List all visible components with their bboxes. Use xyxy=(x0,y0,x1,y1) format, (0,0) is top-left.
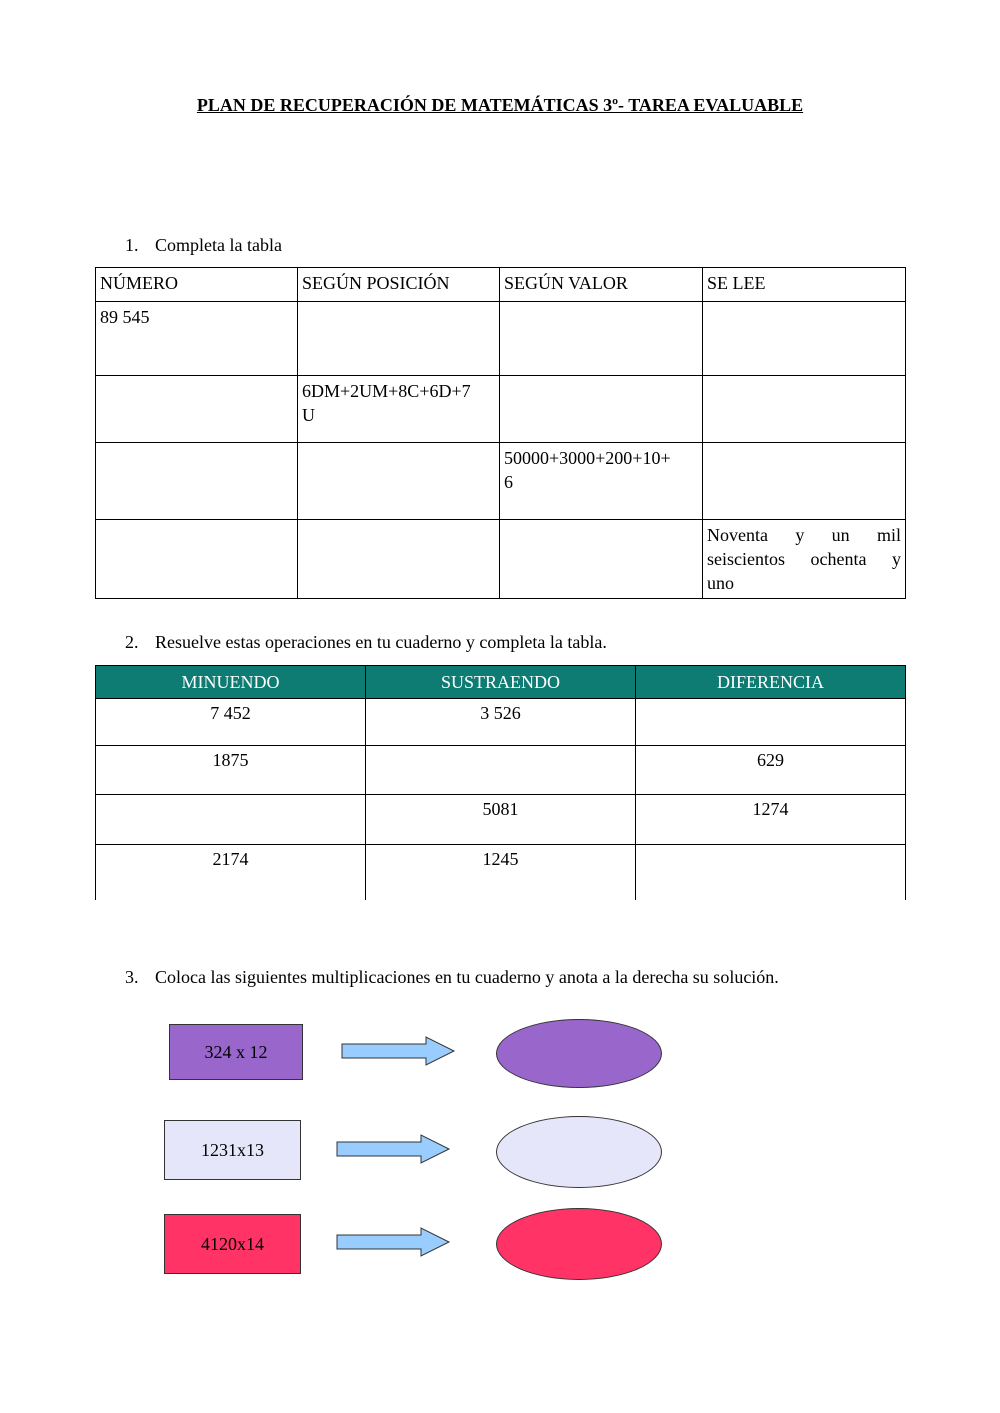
cell-diferencia[interactable] xyxy=(636,699,906,746)
cell-position xyxy=(298,376,500,443)
question-3-text: Coloca las siguientes multiplicaciones en tu cuaderno y anota a la derecha su solución. xyxy=(155,967,779,987)
multiplication-box xyxy=(164,1214,301,1274)
right-arrow-icon xyxy=(335,1227,453,1257)
multiplication-box xyxy=(164,1120,301,1180)
cell-empty[interactable] xyxy=(298,443,500,520)
table-row xyxy=(96,795,906,845)
multiplication-expression: 324 x 12 xyxy=(204,1041,268,1062)
cell-diferencia: 1274 xyxy=(636,795,906,845)
multiplication-expression: 1231x13 xyxy=(201,1139,264,1160)
right-arrow-icon xyxy=(335,1134,453,1164)
subtraction-table xyxy=(95,665,906,900)
cell-minuendo: 7 452 xyxy=(96,699,366,746)
question-1-number: 1. xyxy=(125,235,139,255)
cell-empty[interactable] xyxy=(500,376,703,443)
cell-empty[interactable] xyxy=(96,520,298,599)
cell-sustraendo[interactable] xyxy=(366,746,636,795)
question-1 xyxy=(125,235,282,256)
cell-minuendo: 1875 xyxy=(96,746,366,795)
cell-empty[interactable] xyxy=(96,443,298,520)
cell-number: 89 545 xyxy=(96,302,298,376)
table-row xyxy=(96,746,906,795)
cell-reading-line: Noventa y un mil xyxy=(707,525,901,545)
cell-empty[interactable] xyxy=(703,302,906,376)
cell-empty[interactable] xyxy=(96,376,298,443)
header-se-lee: SE LEE xyxy=(703,268,906,302)
header-segun-valor: SEGÚN VALOR xyxy=(500,268,703,302)
table-row xyxy=(96,376,906,443)
answer-oval[interactable] xyxy=(496,1208,662,1280)
cell-empty[interactable] xyxy=(500,302,703,376)
cell-minuendo[interactable] xyxy=(96,795,366,845)
cell-sustraendo: 3 526 xyxy=(366,699,636,746)
question-2-text: Resuelve estas operaciones en tu cuaderno y completa la tabla. xyxy=(155,632,607,652)
question-2 xyxy=(125,632,607,653)
header-segun-posicion: SEGÚN POSICIÓN xyxy=(298,268,500,302)
cell-value-line: 50000+3000+200+10+ xyxy=(504,448,671,468)
cell-empty[interactable] xyxy=(298,520,500,599)
right-arrow-icon xyxy=(340,1036,458,1066)
table-row xyxy=(96,845,906,900)
cell-diferencia[interactable] xyxy=(636,845,906,900)
multiplication-box xyxy=(169,1024,303,1080)
cell-sustraendo: 5081 xyxy=(366,795,636,845)
header-minuendo: MINUENDO xyxy=(96,666,366,699)
header-numero: NÚMERO xyxy=(96,268,298,302)
table-row xyxy=(96,699,906,746)
table-header-row xyxy=(96,666,906,699)
cell-empty[interactable] xyxy=(298,302,500,376)
cell-position-line: U xyxy=(302,405,315,425)
multiplication-expression: 4120x14 xyxy=(201,1233,264,1254)
cell-value-line: 6 xyxy=(504,472,513,492)
question-3-number: 3. xyxy=(125,967,139,987)
cell-diferencia: 629 xyxy=(636,746,906,795)
answer-oval[interactable] xyxy=(496,1116,662,1188)
question-2-number: 2. xyxy=(125,632,139,652)
answer-oval[interactable] xyxy=(496,1019,662,1088)
table-row xyxy=(96,302,906,376)
question-3 xyxy=(125,967,779,988)
cell-reading-line: seiscientos ochenta y xyxy=(707,549,901,569)
cell-reading-line: uno xyxy=(707,573,734,593)
header-diferencia: DIFERENCIA xyxy=(636,666,906,699)
table-row xyxy=(96,520,906,599)
cell-minuendo: 2174 xyxy=(96,845,366,900)
page-title: PLAN DE RECUPERACIÓN DE MATEMÁTICAS 3º- TAREA EVALUABLE xyxy=(196,95,804,115)
table-row xyxy=(96,443,906,520)
cell-value xyxy=(500,443,703,520)
cell-empty[interactable] xyxy=(500,520,703,599)
cell-sustraendo: 1245 xyxy=(366,845,636,900)
cell-empty[interactable] xyxy=(703,376,906,443)
table-header-row xyxy=(96,268,906,302)
question-1-text: Completa la tabla xyxy=(155,235,282,255)
cell-position-line: 6DM+2UM+8C+6D+7 xyxy=(302,381,471,401)
header-sustraendo: SUSTRAENDO xyxy=(366,666,636,699)
number-table xyxy=(95,267,906,599)
cell-reading xyxy=(703,520,906,599)
cell-empty[interactable] xyxy=(703,443,906,520)
